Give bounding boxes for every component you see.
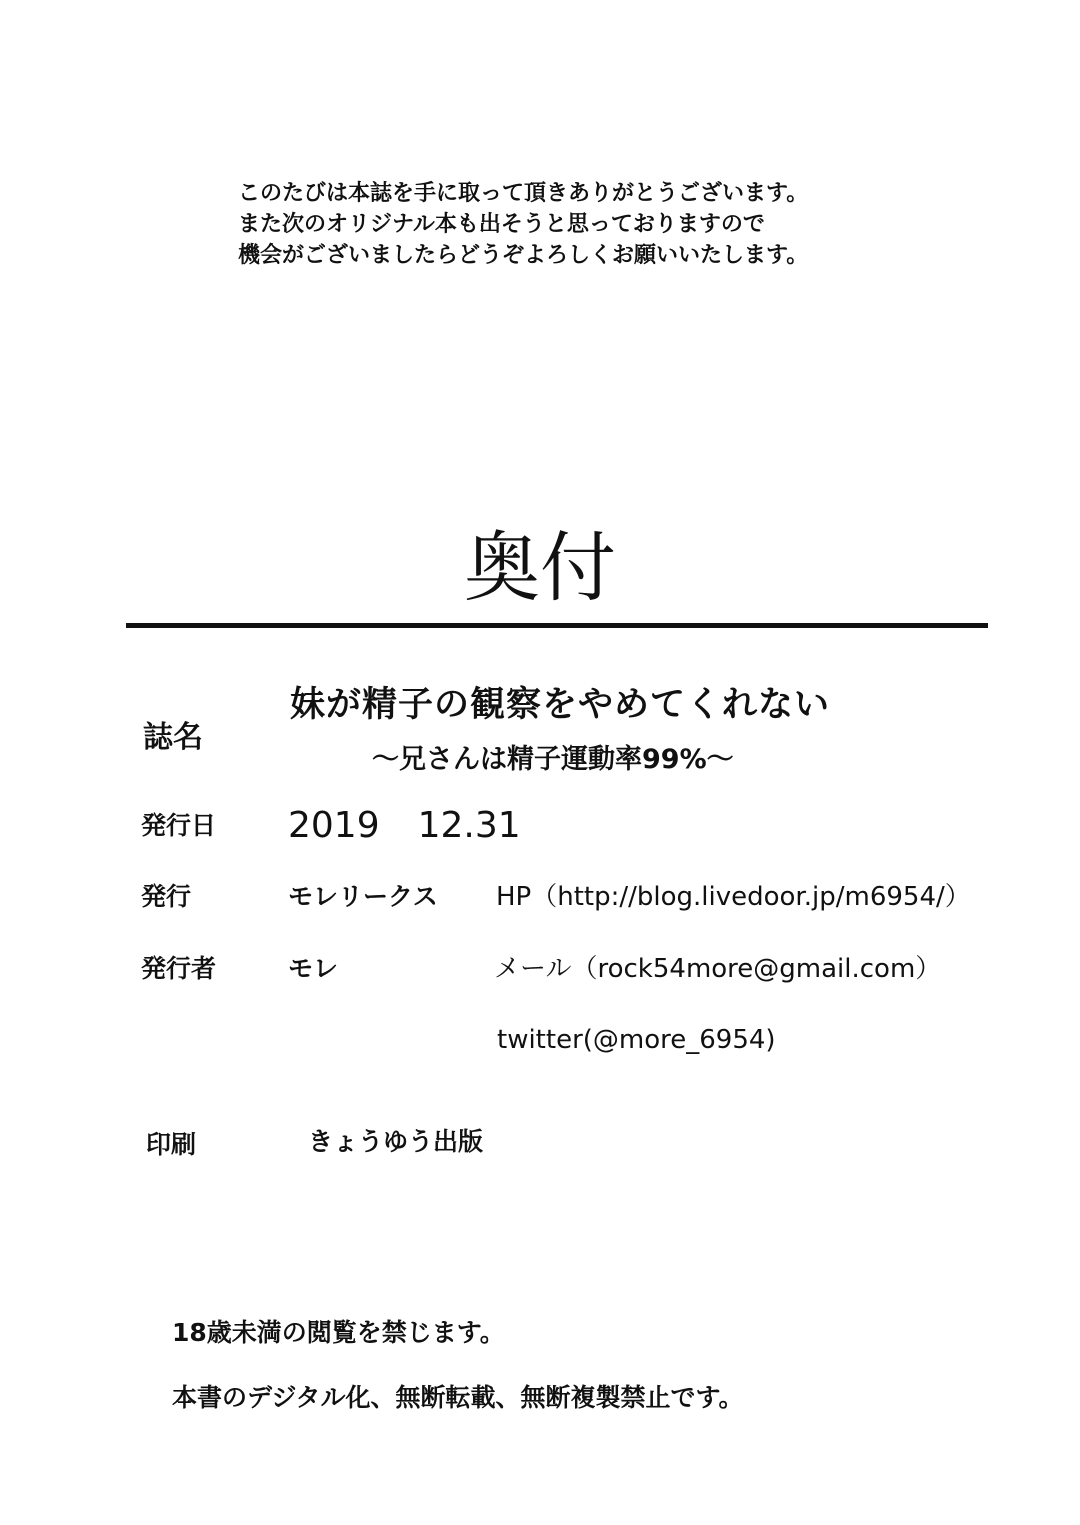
title-label: 誌名: [143, 720, 203, 755]
author-label: 発行者: [141, 954, 217, 983]
age-restriction-notice: 18歳未満の閲覧を禁じます。: [172, 1318, 505, 1347]
publisher-name: モレリークス: [288, 882, 438, 911]
greeting-line-2: また次のオリジナル本も出そうと思っておりますので: [238, 212, 765, 237]
publication-month-day: 12.31: [417, 805, 521, 846]
author-name: モレ: [288, 954, 339, 983]
heading-divider: [126, 623, 988, 628]
mail-address[interactable]: メール（rock54more@gmail.com）: [494, 954, 942, 984]
printer-name: きょうゆう出版: [308, 1127, 484, 1156]
copyright-notice: 本書のデジタル化、無断転載、無断複製禁止です。: [172, 1383, 744, 1412]
twitter-handle[interactable]: twitter(@more_6954): [497, 1025, 776, 1055]
colophon-heading: 奥付: [464, 523, 616, 612]
homepage-link[interactable]: HP（http://blog.livedoor.jp/m6954/）: [496, 882, 971, 912]
publisher-label: 発行: [141, 882, 192, 911]
greeting-line-1: このたびは本誌を手に取って頂きありがとうございます。: [238, 181, 809, 206]
printer-label: 印刷: [146, 1130, 197, 1159]
greeting-line-3: 機会がございましたらどうぞよろしくお願いいたします。: [238, 243, 809, 268]
greeting-message: [238, 178, 808, 271]
publication-date: [288, 804, 521, 848]
date-label: 発行日: [141, 811, 217, 840]
publication-year: 2019: [288, 805, 380, 846]
book-title: 妹が精子の観察をやめてくれない: [290, 685, 831, 725]
book-subtitle: ～兄さんは精子運動率99%～: [372, 744, 734, 775]
